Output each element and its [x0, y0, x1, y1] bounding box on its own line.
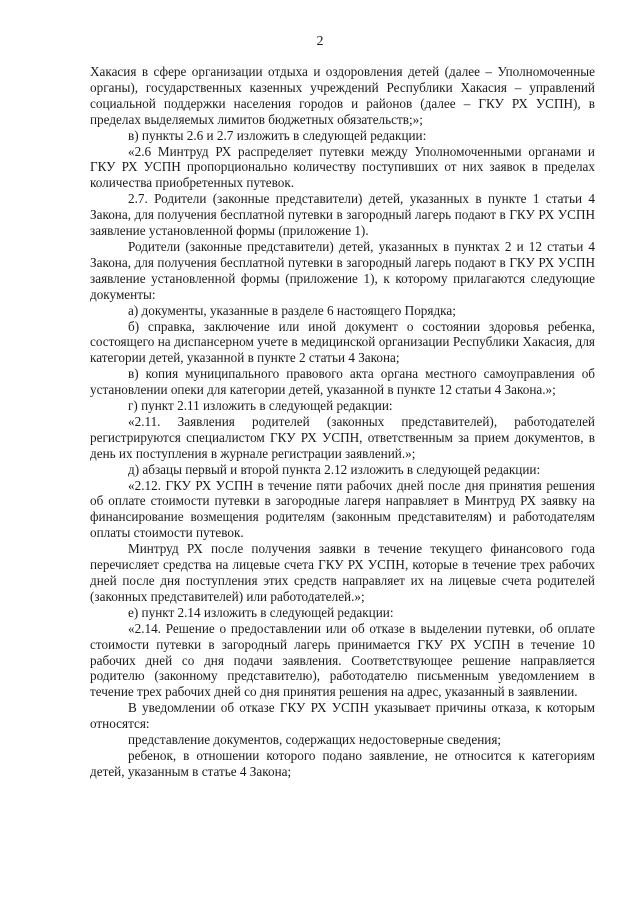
page-number: 2 [316, 34, 324, 49]
paragraph-01: Хакасия в сфере организации отдыха и оздоровления детей (далее – Уполномоченные органы), государственных казенных учреждений Республики Хакасия – управлений социальной поддержки населения городов и районов (далее – ГКУ РХ УСПН), в пределах выделяемых лимитов бюджетных обязательств;»; [90, 64, 595, 127]
paragraph-16: В уведомлении об отказе ГКУ РХ УСПН указывает причины отказа, к которым относятся: [90, 700, 595, 732]
paragraph-07: б) справка, заключение или иной документ о состоянии здоровья ребенка, состоящего на диспансерном учете в медицинской организации Республики Хакасия, для категории детей, указанной в пункте 2 статьи 4 Закона; [90, 318, 595, 366]
paragraph-18: ребенок, в отношении которого подано заявление, не относится к категориям детей, указанным в статье 4 Закона; [90, 747, 595, 779]
paragraph-10: «2.11. Заявления родителей (законных представителей), работодателей регистрируются специалистом ГКУ РХ УСПН, ответственным за прием документов, в день их поступления в журнале регистрации заявлений.»; [90, 413, 595, 461]
paragraph-08: в) копия муниципального правового акта органа местного самоуправления об установлении опеки для категории детей, указанной в пункте 12 статьи 4 Закона.»; [90, 366, 595, 398]
document-body [90, 64, 595, 780]
paragraph-14: е) пункт 2.14 изложить в следующей редакции: [128, 604, 394, 620]
paragraph-03: «2.6 Минтруд РХ распределяет путевки между Уполномоченными органами и ГКУ РХ УСПН пропорционально количеству поступивших от них заявок в пределах количества приобретенных путевок. [90, 143, 595, 191]
paragraph-12: «2.12. ГКУ РХ УСПН в течение пяти рабочих дней после дня принятия решения об оплате стоимости путевки в загородные лагеря направляет в Минтруд РХ заявку на финансирование возмещения родителям (законным представителям) и работодателям оплаты стоимости путевок. [90, 477, 595, 541]
paragraph-04: 2.7. Родители (законные представители) детей, указанных в пункте 1 статьи 4 Закона, для получения бесплатной путевки в загородный лагерь подают в ГКУ РХ УСПН заявление установленной формы (приложение 1). [90, 191, 595, 239]
paragraph-13: Минтруд РХ после получения заявки в течение текущего финансового года перечисляет средства на лицевые счета ГКУ РХ УСПН, которые в течение трех рабочих дней после дня поступления этих средств направляет их на лицевые счета родителей (законных представителей) или работодателей.»; [90, 541, 595, 604]
paragraph-06: а) документы, указанные в разделе 6 настоящего Порядка; [128, 302, 456, 318]
paragraph-05: Родители (законные представители) детей, указанных в пунктах 2 и 12 статьи 4 Закона, для получения бесплатной путевки в загородный лагерь подают в ГКУ РХ УСПН заявление установленной формы (приложение 1), к которому прилагаются следующие документы: [90, 238, 595, 302]
paragraph-11: д) абзацы первый и второй пункта 2.12 изложить в следующей редакции: [128, 461, 541, 477]
paragraph-17: представление документов, содержащих недостоверные сведения; [128, 732, 502, 748]
paragraph-09: г) пункт 2.11 изложить в следующей редакции: [128, 398, 393, 414]
paragraph-02: в) пункты 2.6 и 2.7 изложить в следующей редакции: [128, 127, 427, 143]
paragraph-15: «2.14. Решение о предоставлении или об отказе в выделении путевки, об оплате стоимости путевки в загородный лагерь принимается ГКУ РХ УСПН в течение 10 рабочих дней со дня подачи заявления. Соответствующее решение направляется родителю (законному представителю), работодателю письменным уведомлением в течение трех рабочих дней со дня принятия решения на адрес, указанный в заявлении. [90, 620, 595, 700]
